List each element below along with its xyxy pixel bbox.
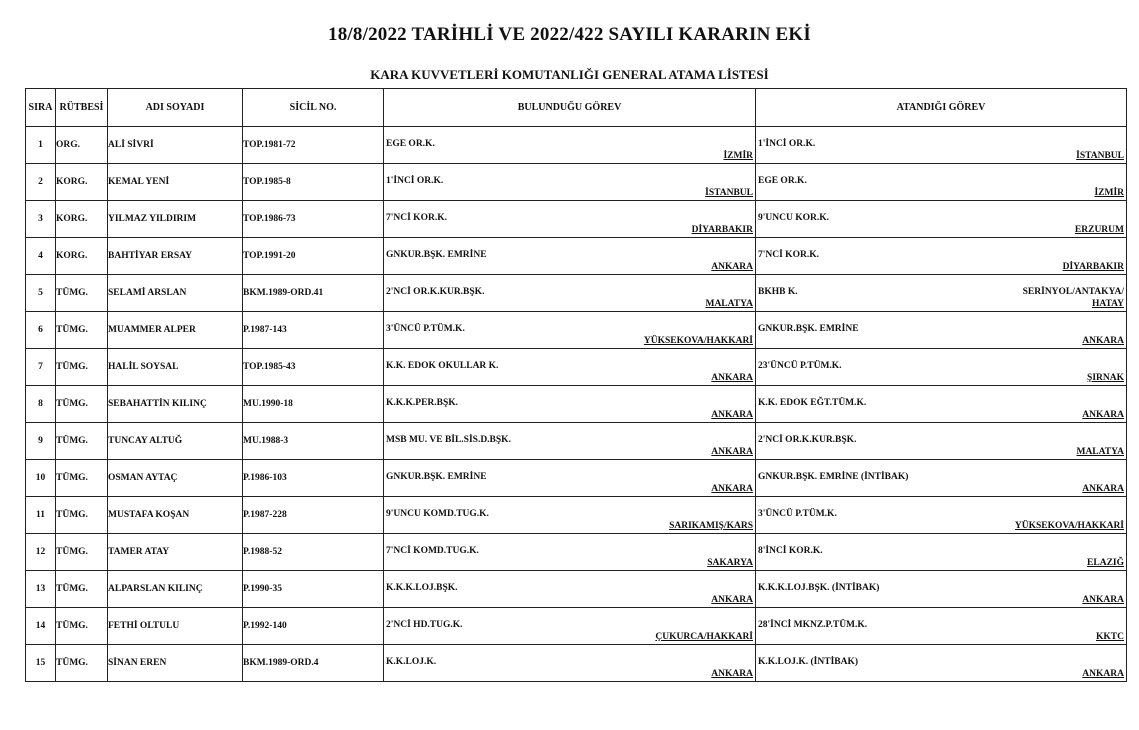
row-rutbe: TÜMG. <box>56 423 108 460</box>
row-adi-soyadi: MUAMMER ALPER <box>108 312 243 349</box>
assigned-city: ANKARA <box>1082 336 1124 346</box>
table-row <box>26 460 1127 497</box>
row-adi-soyadi: TAMER ATAY <box>108 534 243 571</box>
assigned-unit: K.K.K.LOJ.BŞK. (İNTİBAK) <box>758 583 880 593</box>
row-sira: 14 <box>26 608 56 645</box>
row-adi-soyadi: TUNCAY ALTUĞ <box>108 423 243 460</box>
current-city: SAKARYA <box>707 558 753 568</box>
assignment-table <box>25 88 1127 682</box>
row-atandigi-gorev <box>756 423 1127 460</box>
current-city: ANKARA <box>711 484 753 494</box>
row-sicil-no: P.1987-228 <box>243 497 384 534</box>
table-row <box>26 645 1127 682</box>
row-adi-soyadi: MUSTAFA KOŞAN <box>108 497 243 534</box>
row-rutbe: TÜMG. <box>56 645 108 682</box>
row-rutbe: TÜMG. <box>56 608 108 645</box>
row-bulundugu-gorev <box>384 275 756 312</box>
row-sicil-no: TOP.1985-8 <box>243 164 384 201</box>
row-sira: 5 <box>26 275 56 312</box>
row-adi-soyadi: HALİL SOYSAL <box>108 349 243 386</box>
row-atandigi-gorev <box>756 238 1127 275</box>
row-adi-soyadi: FETHİ OLTULU <box>108 608 243 645</box>
row-sira: 10 <box>26 460 56 497</box>
current-unit: EGE OR.K. <box>386 139 435 149</box>
assigned-unit: 1'İNCİ OR.K. <box>758 139 816 149</box>
assigned-city: YÜKSEKOVA/HAKKARİ <box>1014 521 1124 531</box>
row-sira: 7 <box>26 349 56 386</box>
table-row <box>26 423 1127 460</box>
row-sicil-no: P.1987-143 <box>243 312 384 349</box>
row-sicil-no: P.1986-103 <box>243 460 384 497</box>
assigned-city: DİYARBAKIR <box>1062 262 1124 272</box>
current-unit: 7'NCİ KOR.K. <box>386 213 447 223</box>
assigned-city-line1: SERİNYOL/ANTAKYA/ <box>1022 287 1124 297</box>
row-rutbe: TÜMG. <box>56 534 108 571</box>
row-bulundugu-gorev <box>384 460 756 497</box>
current-unit: GNKUR.BŞK. EMRİNE <box>386 472 487 482</box>
assigned-unit: 2'NCİ OR.K.KUR.BŞK. <box>758 435 857 445</box>
row-sicil-no: TOP.1981-72 <box>243 127 384 164</box>
assigned-city: İZMİR <box>1094 188 1124 198</box>
row-sira: 11 <box>26 497 56 534</box>
assigned-unit: GNKUR.BŞK. EMRİNE (İNTİBAK) <box>758 472 909 482</box>
row-rutbe: TÜMG. <box>56 386 108 423</box>
row-atandigi-gorev <box>756 608 1127 645</box>
table-row <box>26 608 1127 645</box>
row-atandigi-gorev <box>756 497 1127 534</box>
header-adi-soyadi: ADI SOYADI <box>108 89 243 127</box>
row-adi-soyadi: SEBAHATTİN KILINÇ <box>108 386 243 423</box>
document-title: 18/8/2022 TARİHLİ VE 2022/422 SAYILI KARARIN EKİ <box>328 24 811 45</box>
table-row <box>26 386 1127 423</box>
table-row <box>26 164 1127 201</box>
row-rutbe: TÜMG. <box>56 460 108 497</box>
row-adi-soyadi: SİNAN EREN <box>108 645 243 682</box>
row-bulundugu-gorev <box>384 497 756 534</box>
assigned-city: ANKARA <box>1082 669 1124 679</box>
current-unit: 7'NCİ KOMD.TUG.K. <box>386 546 479 556</box>
header-bulundugu-gorev: BULUNDUĞU GÖREV <box>384 89 756 127</box>
assigned-unit: 23'ÜNCÜ P.TÜM.K. <box>758 361 842 371</box>
table-row <box>26 571 1127 608</box>
assigned-unit: 7'NCİ KOR.K. <box>758 250 819 260</box>
row-sicil-no: BKM.1989-ORD.41 <box>243 275 384 312</box>
table-row <box>26 349 1127 386</box>
row-atandigi-gorev <box>756 164 1127 201</box>
table-header-row <box>26 89 1127 127</box>
header-rutbe: RÜTBESİ <box>56 89 108 127</box>
row-atandigi-gorev <box>756 275 1127 312</box>
header-sicil-no: SİCİL NO. <box>243 89 384 127</box>
row-sira: 2 <box>26 164 56 201</box>
row-sira: 1 <box>26 127 56 164</box>
row-adi-soyadi: ALİ SİVRİ <box>108 127 243 164</box>
current-city: ANKARA <box>711 410 753 420</box>
assigned-city: ANKARA <box>1082 484 1124 494</box>
current-unit: 2'NCİ HD.TUG.K. <box>386 620 463 630</box>
row-rutbe: TÜMG. <box>56 312 108 349</box>
row-bulundugu-gorev <box>384 423 756 460</box>
row-adi-soyadi: YILMAZ YILDIRIM <box>108 201 243 238</box>
table-row <box>26 497 1127 534</box>
current-unit: MSB MU. VE BİL.SİS.D.BŞK. <box>386 435 511 445</box>
row-bulundugu-gorev <box>384 608 756 645</box>
current-unit: 1'İNCİ OR.K. <box>386 176 444 186</box>
header-sira: SIRA <box>26 89 56 127</box>
row-sira: 6 <box>26 312 56 349</box>
assigned-unit: K.K.LOJ.K. (İNTİBAK) <box>758 657 859 667</box>
current-unit: 9'UNCU KOMD.TUG.K. <box>386 509 489 519</box>
current-city: ANKARA <box>711 447 753 457</box>
assigned-unit: EGE OR.K. <box>758 176 807 186</box>
current-city: ANKARA <box>711 373 753 383</box>
row-sira: 13 <box>26 571 56 608</box>
row-adi-soyadi: KEMAL YENİ <box>108 164 243 201</box>
row-atandigi-gorev <box>756 460 1127 497</box>
table-row <box>26 127 1127 164</box>
row-bulundugu-gorev <box>384 164 756 201</box>
table-row <box>26 312 1127 349</box>
assigned-city: İSTANBUL <box>1076 151 1124 161</box>
assigned-unit: 9'UNCU KOR.K. <box>758 213 829 223</box>
assigned-city: HATAY <box>1091 299 1124 309</box>
row-atandigi-gorev <box>756 349 1127 386</box>
row-bulundugu-gorev <box>384 386 756 423</box>
header-atandigi-gorev: ATANDIĞI GÖREV <box>756 89 1127 127</box>
current-city: ANKARA <box>711 669 753 679</box>
current-city: DİYARBAKIR <box>691 225 753 235</box>
row-atandigi-gorev <box>756 534 1127 571</box>
assigned-city: ANKARA <box>1082 410 1124 420</box>
row-sicil-no: TOP.1985-43 <box>243 349 384 386</box>
row-rutbe: TÜMG. <box>56 571 108 608</box>
current-unit: K.K.LOJ.K. <box>386 657 437 667</box>
table-row <box>26 275 1127 312</box>
row-bulundugu-gorev <box>384 201 756 238</box>
row-sicil-no: BKM.1989-ORD.4 <box>243 645 384 682</box>
row-atandigi-gorev <box>756 201 1127 238</box>
row-sicil-no: P.1988-52 <box>243 534 384 571</box>
assigned-unit: 3'ÜNCÜ P.TÜM.K. <box>758 509 837 519</box>
row-sira: 3 <box>26 201 56 238</box>
table-row <box>26 238 1127 275</box>
current-city: İSTANBUL <box>705 188 753 198</box>
row-atandigi-gorev <box>756 127 1127 164</box>
row-atandigi-gorev <box>756 312 1127 349</box>
row-bulundugu-gorev <box>384 238 756 275</box>
current-city: SARIKAMIŞ/KARS <box>669 521 753 531</box>
current-unit: GNKUR.BŞK. EMRİNE <box>386 250 487 260</box>
row-sira: 4 <box>26 238 56 275</box>
assigned-unit: GNKUR.BŞK. EMRİNE <box>758 324 859 334</box>
assigned-city: ANKARA <box>1082 595 1124 605</box>
table-row <box>26 534 1127 571</box>
row-bulundugu-gorev <box>384 127 756 164</box>
current-city: İZMİR <box>723 151 753 161</box>
current-unit: K.K. EDOK OKULLAR K. <box>386 361 499 371</box>
row-adi-soyadi: SELAMİ ARSLAN <box>108 275 243 312</box>
table-row <box>26 201 1127 238</box>
row-adi-soyadi: ALPARSLAN KILINÇ <box>108 571 243 608</box>
table-body <box>26 127 1127 682</box>
row-rutbe: TÜMG. <box>56 497 108 534</box>
current-city: ÇUKURCA/HAKKARİ <box>655 632 753 642</box>
current-city: YÜKSEKOVA/HAKKARİ <box>643 336 753 346</box>
row-bulundugu-gorev <box>384 312 756 349</box>
current-unit: 2'NCİ OR.K.KUR.BŞK. <box>386 287 485 297</box>
current-unit: K.K.K.PER.BŞK. <box>386 398 459 408</box>
assigned-unit: 8'İNCİ KOR.K. <box>758 546 823 556</box>
row-sicil-no: P.1992-140 <box>243 608 384 645</box>
row-sicil-no: TOP.1986-73 <box>243 201 384 238</box>
row-adi-soyadi: BAHTİYAR ERSAY <box>108 238 243 275</box>
row-atandigi-gorev <box>756 386 1127 423</box>
row-rutbe: KORG. <box>56 238 108 275</box>
assigned-unit: K.K. EDOK EĞT.TÜM.K. <box>758 398 867 408</box>
row-bulundugu-gorev <box>384 645 756 682</box>
row-atandigi-gorev <box>756 571 1127 608</box>
current-city: ANKARA <box>711 262 753 272</box>
row-sira: 15 <box>26 645 56 682</box>
current-city: ANKARA <box>711 595 753 605</box>
row-sira: 8 <box>26 386 56 423</box>
assigned-city: MALATYA <box>1076 447 1124 457</box>
row-sicil-no: TOP.1991-20 <box>243 238 384 275</box>
current-unit: K.K.K.LOJ.BŞK. <box>386 583 458 593</box>
row-sira: 9 <box>26 423 56 460</box>
row-sicil-no: MU.1990-18 <box>243 386 384 423</box>
assigned-city: ELAZIĞ <box>1087 558 1124 568</box>
assigned-city: ŞIRNAK <box>1087 373 1124 383</box>
assigned-unit: BKHB K. <box>758 287 798 297</box>
row-rutbe: KORG. <box>56 201 108 238</box>
row-sicil-no: P.1990-35 <box>243 571 384 608</box>
row-atandigi-gorev <box>756 645 1127 682</box>
row-sicil-no: MU.1988-3 <box>243 423 384 460</box>
assigned-unit: 28'İNCİ MKNZ.P.TÜM.K. <box>758 620 868 630</box>
row-rutbe: TÜMG. <box>56 275 108 312</box>
row-adi-soyadi: OSMAN AYTAÇ <box>108 460 243 497</box>
row-sira: 12 <box>26 534 56 571</box>
row-bulundugu-gorev <box>384 571 756 608</box>
row-bulundugu-gorev <box>384 534 756 571</box>
row-rutbe: TÜMG. <box>56 349 108 386</box>
document-subtitle: KARA KUVVETLERİ KOMUTANLIĞI GENERAL ATAMA LİSTESİ <box>370 67 769 82</box>
row-rutbe: ORG. <box>56 127 108 164</box>
assigned-city: KKTC <box>1096 632 1124 642</box>
row-bulundugu-gorev <box>384 349 756 386</box>
row-rutbe: KORG. <box>56 164 108 201</box>
current-unit: 3'ÜNCÜ P.TÜM.K. <box>386 324 465 334</box>
current-city: MALATYA <box>705 299 753 309</box>
assigned-city: ERZURUM <box>1074 225 1124 235</box>
